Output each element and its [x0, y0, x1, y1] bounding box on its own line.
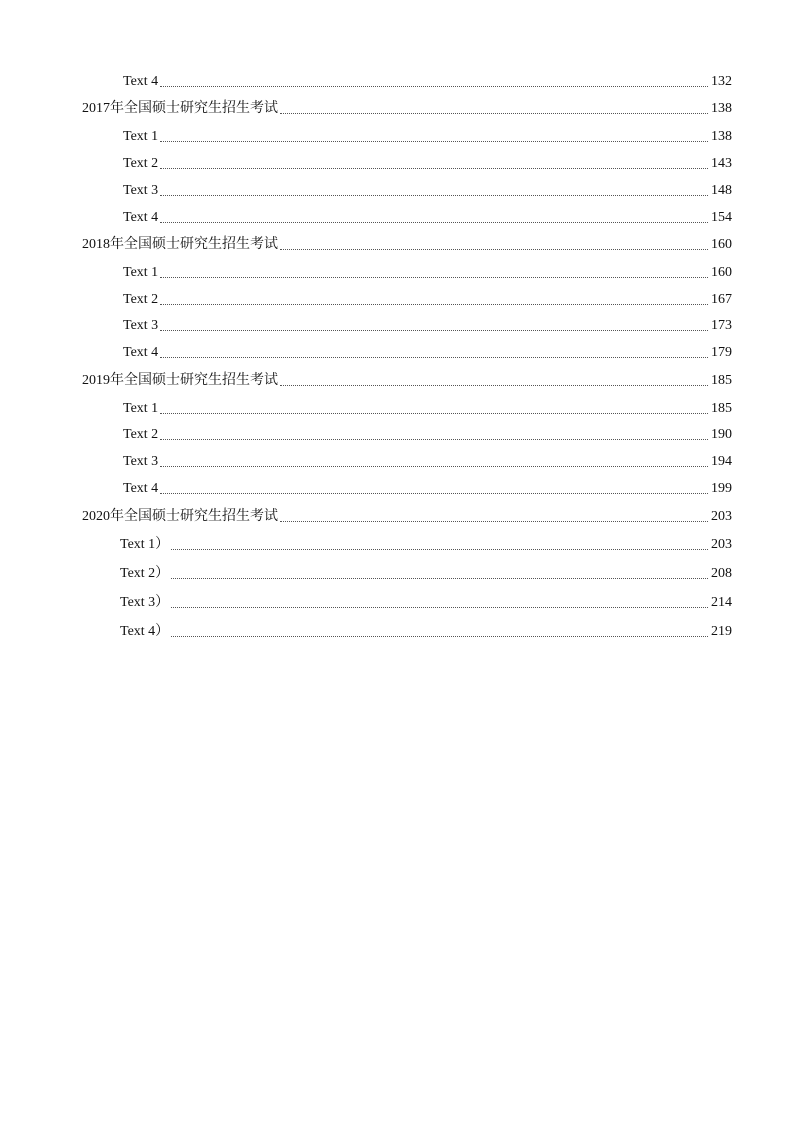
toc-page-number: 203 — [711, 509, 732, 524]
dot-leader — [280, 384, 708, 386]
toc-page-number: 190 — [711, 427, 732, 442]
toc-entry-row[interactable] — [123, 290, 732, 310]
toc-label: Text 3 — [123, 454, 159, 469]
toc-entry-row[interactable] — [120, 622, 732, 642]
dot-leader — [160, 276, 708, 278]
dot-leader — [160, 167, 708, 169]
dot-leader — [160, 303, 708, 305]
toc-page-number: 179 — [711, 345, 732, 360]
toc-label: Text 3 — [123, 183, 159, 198]
toc-label: Text 4 — [123, 345, 159, 360]
toc-label: Text 2 — [123, 292, 159, 307]
toc-entry-row[interactable] — [123, 452, 732, 472]
toc-entry-row[interactable] — [120, 564, 732, 584]
dot-leader — [160, 438, 708, 440]
dot-leader — [171, 577, 708, 579]
toc-entry-row[interactable] — [123, 316, 732, 336]
dot-leader — [160, 412, 708, 414]
toc-label: 2018年全国硕士研究生招生考试 — [82, 237, 278, 252]
toc-page-number: 132 — [711, 74, 732, 89]
toc-section-row[interactable] — [82, 235, 732, 255]
toc-page-number: 138 — [711, 129, 732, 144]
toc-section-row[interactable] — [82, 507, 732, 527]
toc-label: 2020年全国硕士研究生招生考试 — [82, 509, 278, 524]
dot-leader — [171, 606, 708, 608]
toc-label: 2019年全国硕士研究生招生考试 — [82, 373, 278, 388]
toc-page-number: 143 — [711, 156, 732, 171]
dot-leader — [160, 356, 708, 358]
toc-entry-row[interactable] — [123, 127, 732, 147]
toc-page-number: 167 — [711, 292, 732, 307]
toc-label: Text 2 — [123, 427, 159, 442]
toc-label: Text 4 — [123, 74, 159, 89]
toc-page-number: 148 — [711, 183, 732, 198]
toc-label: Text 1 — [123, 129, 159, 144]
toc-page-number: 138 — [711, 101, 732, 116]
toc-entry-row[interactable] — [123, 154, 732, 174]
toc-page-number: 154 — [711, 210, 732, 225]
toc-section-row[interactable] — [82, 371, 732, 391]
toc-entry-row[interactable] — [123, 479, 732, 499]
toc-entry-row[interactable] — [123, 181, 732, 201]
toc-entry-row[interactable] — [123, 208, 732, 228]
toc-section-row[interactable] — [82, 99, 732, 119]
toc-entry-row[interactable] — [123, 72, 732, 92]
dot-leader — [280, 520, 708, 522]
dot-leader — [160, 329, 708, 331]
dot-leader — [171, 635, 708, 637]
toc-label: Text 4 — [123, 481, 159, 496]
toc-label: Text 4） — [120, 624, 170, 639]
toc-page-number: 160 — [711, 237, 732, 252]
dot-leader — [160, 221, 708, 223]
toc-label: Text 1 — [123, 265, 159, 280]
dot-leader — [160, 465, 708, 467]
toc-label: Text 1 — [123, 401, 159, 416]
toc-entry-row[interactable] — [120, 593, 732, 613]
dot-leader — [171, 548, 708, 550]
toc-label: Text 2 — [123, 156, 159, 171]
toc-entry-row[interactable] — [123, 343, 732, 363]
dot-leader — [160, 194, 708, 196]
toc-label: Text 3） — [120, 595, 170, 610]
dot-leader — [160, 85, 708, 87]
toc-page-number: 173 — [711, 318, 732, 333]
toc-label: Text 3 — [123, 318, 159, 333]
toc-entry-row[interactable] — [120, 535, 732, 555]
toc-page-number: 194 — [711, 454, 732, 469]
toc-page-number: 199 — [711, 481, 732, 496]
toc-page-number: 214 — [711, 595, 732, 610]
dot-leader — [160, 140, 708, 142]
toc-entry-row[interactable] — [123, 425, 732, 445]
toc-page-number: 160 — [711, 265, 732, 280]
toc-page-number: 208 — [711, 566, 732, 581]
toc-entry-row[interactable] — [123, 399, 732, 419]
toc-label: Text 4 — [123, 210, 159, 225]
toc-page-number: 219 — [711, 624, 732, 639]
toc-label: 2017年全国硕士研究生招生考试 — [82, 101, 278, 116]
toc-label: Text 1） — [120, 537, 170, 552]
toc-page-number: 203 — [711, 537, 732, 552]
dot-leader — [280, 248, 708, 250]
dot-leader — [160, 492, 708, 494]
toc-entry-row[interactable] — [123, 263, 732, 283]
toc-page-number: 185 — [711, 373, 732, 388]
toc-page-number: 185 — [711, 401, 732, 416]
toc-label: Text 2） — [120, 566, 170, 581]
dot-leader — [280, 112, 708, 114]
